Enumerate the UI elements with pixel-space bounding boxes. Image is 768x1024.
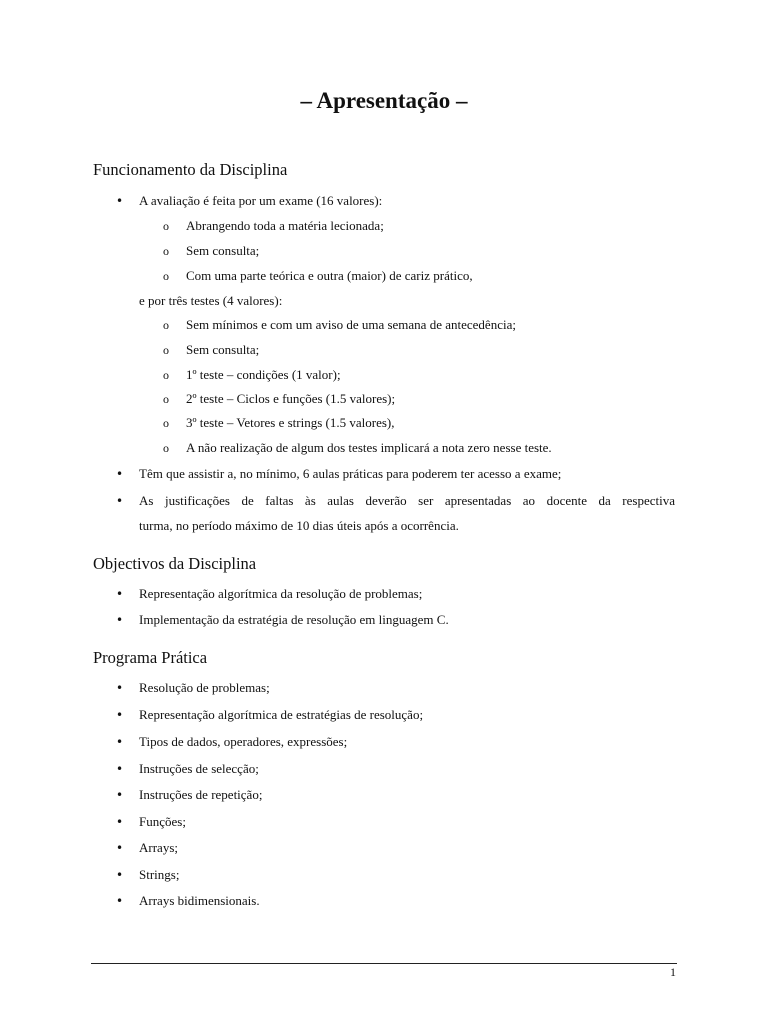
- list-item: Têm que assistir a, no mínimo, 6 aulas práticas para poderem ter acesso a exame;: [139, 466, 562, 481]
- subbullet-icon: o: [163, 441, 169, 455]
- page-number: 1: [670, 965, 676, 979]
- list-item: Representação algorítmica de estratégias de resolução;: [139, 707, 424, 722]
- list-item: Resolução de problemas;: [139, 680, 270, 695]
- list-item: Instruções de repetição;: [139, 787, 263, 802]
- bullet-icon: •: [116, 613, 124, 627]
- bullet-icon: •: [116, 194, 124, 208]
- subbullet-icon: o: [163, 392, 169, 406]
- list-item: As justificações de faltas às aulas deverão ser apresentadas ao docente da respectiva: [139, 493, 675, 508]
- bullet-icon: •: [116, 681, 124, 695]
- list-item: Arrays;: [139, 840, 178, 855]
- bullet-icon: •: [116, 467, 124, 481]
- list-item: Instruções de selecção;: [139, 761, 259, 776]
- bullet-icon: •: [116, 868, 124, 882]
- sub-list-item: Sem consulta;: [186, 342, 260, 357]
- sub-list-item: Com uma parte teórica e outra (maior) de cariz prático,: [186, 268, 473, 283]
- list-item: Implementação da estratégia de resolução em linguagem C.: [139, 612, 449, 627]
- bullet-icon: •: [116, 762, 124, 776]
- bullet-icon: •: [116, 815, 124, 829]
- page-title: – Apresentação –: [300, 88, 468, 113]
- list-item: Arrays bidimensionais.: [139, 893, 260, 908]
- sub-list-item: Sem consulta;: [186, 243, 260, 258]
- sub-list-item: 3º teste – Vetores e strings (1.5 valores),: [186, 415, 395, 430]
- bullet-icon: •: [116, 894, 124, 908]
- sub-list-item: Sem mínimos e com um aviso de uma semana de antecedência;: [186, 317, 516, 332]
- list-item: Strings;: [139, 867, 180, 882]
- section-heading-funcionamento: Funcionamento da Disciplina: [93, 160, 288, 179]
- subbullet-icon: o: [163, 368, 169, 382]
- bullet-icon: •: [116, 587, 124, 601]
- bullet-icon: •: [116, 841, 124, 855]
- sub-list-item: A não realização de algum dos testes implicará a nota zero nesse teste.: [186, 440, 552, 455]
- continuation-text: e por três testes (4 valores):: [139, 293, 283, 308]
- sub-list-item: 1º teste – condições (1 valor);: [186, 367, 341, 382]
- subbullet-icon: o: [163, 269, 169, 283]
- bullet-icon: •: [116, 735, 124, 749]
- bullet-icon: •: [116, 708, 124, 722]
- bullet-icon: •: [116, 788, 124, 802]
- list-item-continuation: turma, no período máximo de 10 dias úteis após a ocorrência.: [139, 518, 459, 533]
- section-heading-objectivos: Objectivos da Disciplina: [93, 554, 257, 573]
- list-item: A avaliação é feita por um exame (16 valores):: [139, 193, 383, 208]
- subbullet-icon: o: [163, 343, 169, 357]
- sub-list-item: 2º teste – Ciclos e funções (1.5 valores);: [186, 391, 396, 406]
- bullet-icon: •: [116, 494, 124, 508]
- footer-divider: [91, 963, 677, 964]
- subbullet-icon: o: [163, 416, 169, 430]
- subbullet-icon: o: [163, 244, 169, 258]
- section-heading-programa: Programa Prática: [93, 648, 208, 667]
- subbullet-icon: o: [163, 219, 169, 233]
- list-item: Tipos de dados, operadores, expressões;: [139, 734, 348, 749]
- list-item: Representação algorítmica da resolução de problemas;: [139, 586, 423, 601]
- list-item: Funções;: [139, 814, 186, 829]
- sub-list-item: Abrangendo toda a matéria lecionada;: [186, 218, 384, 233]
- subbullet-icon: o: [163, 318, 169, 332]
